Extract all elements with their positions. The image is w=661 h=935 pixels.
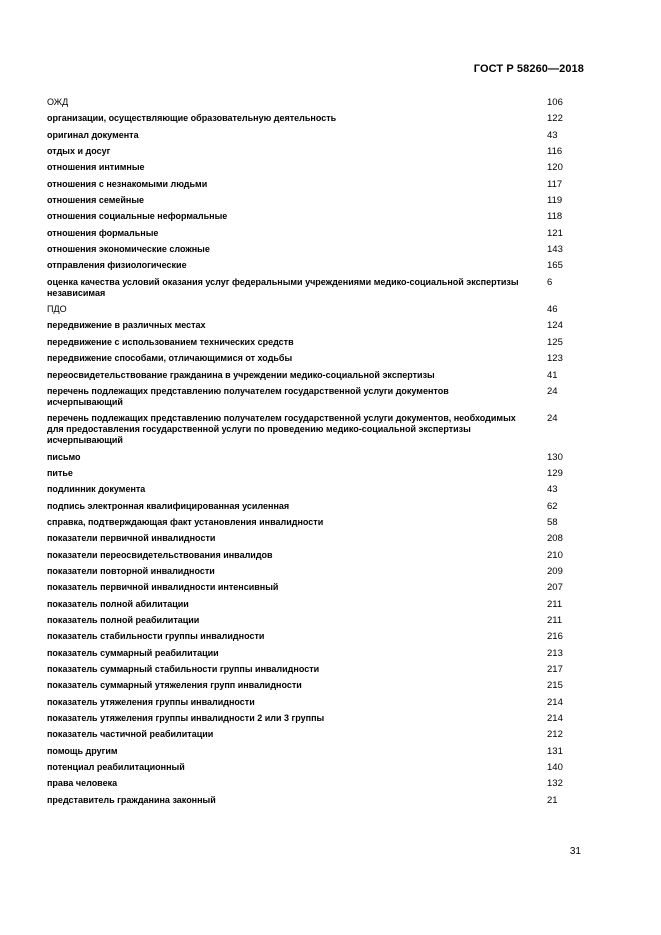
- index-page-ref: 212: [547, 729, 563, 741]
- index-entry: [47, 304, 587, 315]
- index-term: отношения семейные: [47, 195, 145, 206]
- document-standard-header: ГОСТ Р 58260—2018: [473, 63, 584, 75]
- index-term: права человека: [47, 778, 118, 789]
- index-page-ref: 125: [547, 336, 563, 348]
- index-term: подлинник документа: [47, 484, 146, 495]
- index-entry: [47, 648, 587, 659]
- index-entry: [47, 566, 587, 577]
- index-entry: [47, 228, 587, 239]
- index-page-ref: 62: [547, 500, 558, 512]
- index-entry: [47, 130, 587, 141]
- index-entry: [47, 146, 587, 157]
- index-page-ref: 131: [547, 745, 563, 757]
- index-entry: [47, 413, 587, 446]
- index-term: отношения с незнакомыми людьми: [47, 178, 208, 189]
- index-entry: [47, 729, 587, 740]
- index-page-ref: 124: [547, 320, 563, 332]
- index-page-ref: 21: [547, 794, 558, 806]
- index-term: отношения интимные: [47, 162, 145, 173]
- index-page-ref: 214: [547, 713, 563, 725]
- index-page-ref: 130: [547, 451, 563, 463]
- index-term: ПДО: [47, 304, 67, 315]
- index-entry: [47, 353, 587, 364]
- index-entry: [47, 533, 587, 544]
- index-entry: [47, 97, 587, 108]
- index-entry: [47, 468, 587, 479]
- index-entry: [47, 550, 587, 561]
- index-page-ref: 122: [547, 113, 563, 125]
- index-page-ref: 216: [547, 631, 563, 643]
- index-page-ref: 129: [547, 467, 563, 479]
- index-entry: [47, 762, 587, 773]
- index-page-ref: 24: [547, 385, 558, 397]
- index-entry: [47, 260, 587, 271]
- index-page-ref: 211: [547, 598, 563, 610]
- index-term: отношения экономические сложные: [47, 244, 210, 255]
- index-page-ref: 165: [547, 260, 563, 272]
- index-page-ref: 41: [547, 369, 558, 381]
- page-number: 31: [569, 846, 581, 857]
- index-page-ref: 118: [547, 211, 563, 223]
- index-term: организации, осуществляющие образовательную деятельность: [47, 113, 337, 124]
- index-entry: [47, 113, 587, 124]
- index-page-ref: 211: [547, 614, 563, 626]
- index-term: ОЖД: [47, 97, 69, 107]
- index-entry: [47, 746, 587, 757]
- index-term: показатель суммарный реабилитации: [47, 647, 219, 658]
- index-term: отношения формальные: [47, 227, 159, 238]
- index-entry: [47, 320, 587, 331]
- index-page-ref: 106: [547, 97, 563, 108]
- index-term: перечень подлежащих представлению получателем государственной услуги документов исчерпывающий: [47, 385, 449, 407]
- index-term: показатель полной абилитации: [47, 598, 189, 609]
- index-page-ref: 208: [547, 533, 563, 545]
- index-term: потенциал реабилитационный: [47, 762, 185, 773]
- index-term: показатель суммарный утяжеления групп инвалидности: [47, 680, 302, 691]
- index-term: перечень подлежащих представлению получателем государственной услуги документов, необходимых для предоставления государственной услуги по проведению медико-социальной экспертизы исчерпывающий: [47, 413, 516, 446]
- index-entry: [47, 195, 587, 206]
- index-entry: [47, 795, 587, 806]
- index-term: подпись электронная квалифицированная усиленная: [47, 500, 290, 511]
- index-page-ref: 46: [547, 304, 558, 316]
- index-term: показатель частичной реабилитации: [47, 729, 214, 740]
- index-term: помощь другим: [47, 745, 118, 756]
- index-page-ref: 120: [547, 162, 563, 174]
- index-term: показатель суммарный стабильности группы инвалидности: [47, 664, 320, 674]
- index-entry: [47, 582, 587, 593]
- index-page-ref: 43: [547, 129, 558, 141]
- index-term: справка, подтверждающая факт установления инвалидности: [47, 516, 324, 527]
- index-page-ref: 217: [547, 664, 563, 675]
- index-entry: [47, 179, 587, 190]
- index-term: показатели переосвидетельствования инвалидов: [47, 549, 273, 560]
- index-entry: [47, 337, 587, 348]
- index-page-ref: 119: [547, 195, 563, 207]
- index-entry: [47, 484, 587, 495]
- index-page-ref: 214: [547, 696, 563, 708]
- index-term: отправления физиологические: [47, 260, 187, 271]
- index-term: показатель полной реабилитации: [47, 614, 200, 625]
- index-page-ref: 24: [547, 413, 558, 425]
- index-term: письмо: [47, 451, 81, 462]
- index-entry: [47, 713, 587, 724]
- index-entry: [47, 386, 587, 408]
- index-page-ref: 140: [547, 762, 563, 774]
- index-term: показатели первичной инвалидности: [47, 533, 216, 544]
- index-entry: [47, 244, 587, 255]
- index-page-ref: 58: [547, 516, 558, 528]
- index-entry: [47, 211, 587, 222]
- index-entry: [47, 370, 587, 381]
- index-term: передвижение в различных местах: [47, 320, 206, 331]
- index-entry: [47, 277, 587, 299]
- index-page-ref: 6: [547, 276, 553, 288]
- index-term: представитель гражданина законный: [47, 794, 216, 805]
- index-page-ref: 117: [547, 178, 563, 190]
- index-entry: [47, 680, 587, 691]
- index-term: оригинал документа: [47, 129, 139, 140]
- index-term: питье: [47, 467, 73, 478]
- index-entry: [47, 599, 587, 610]
- index-term: показатель утяжеления группы инвалидности 2 или 3 группы: [47, 713, 325, 724]
- index-term: показатель стабильности группы инвалидности: [47, 631, 265, 642]
- index-page-ref: 213: [547, 647, 563, 659]
- index-entry: [47, 631, 587, 642]
- index-term: передвижение способами, отличающимися от ходьбы: [47, 353, 293, 364]
- index-entry: [47, 697, 587, 708]
- index-term: оценка качества условий оказания услуг федеральными учреждениями медико-социальной экспертизы независимая: [47, 276, 519, 298]
- index-term: показатель утяжеления группы инвалидности: [47, 696, 255, 707]
- index-page-ref: 210: [547, 549, 563, 561]
- index-entry: [47, 778, 587, 789]
- index-page-ref: 215: [547, 680, 563, 692]
- index-entry: [47, 501, 587, 512]
- index-term: показатели повторной инвалидности: [47, 565, 215, 576]
- index-entry: [47, 162, 587, 173]
- index-entry: [47, 517, 587, 528]
- index-term: показатель первичной инвалидности интенсивный: [47, 582, 279, 593]
- index-term: отношения социальные неформальные: [47, 211, 228, 222]
- subject-index-list: [47, 97, 587, 811]
- index-page-ref: 116: [547, 146, 563, 158]
- index-term: переосвидетельствование гражданина в учреждении медико-социальной экспертизы: [47, 369, 435, 380]
- index-page-ref: 123: [547, 353, 563, 365]
- index-page-ref: 121: [547, 227, 563, 239]
- index-page-ref: 209: [547, 565, 563, 577]
- index-page-ref: 143: [547, 244, 563, 256]
- index-page-ref: 43: [547, 484, 558, 496]
- index-page-ref: 207: [547, 582, 563, 594]
- index-term: передвижение с использованием технических средств: [47, 336, 294, 347]
- index-term: отдых и досуг: [47, 146, 111, 157]
- index-entry: [47, 452, 587, 463]
- index-entry: [47, 615, 587, 626]
- index-entry: [47, 664, 587, 675]
- index-page-ref: 132: [547, 778, 563, 790]
